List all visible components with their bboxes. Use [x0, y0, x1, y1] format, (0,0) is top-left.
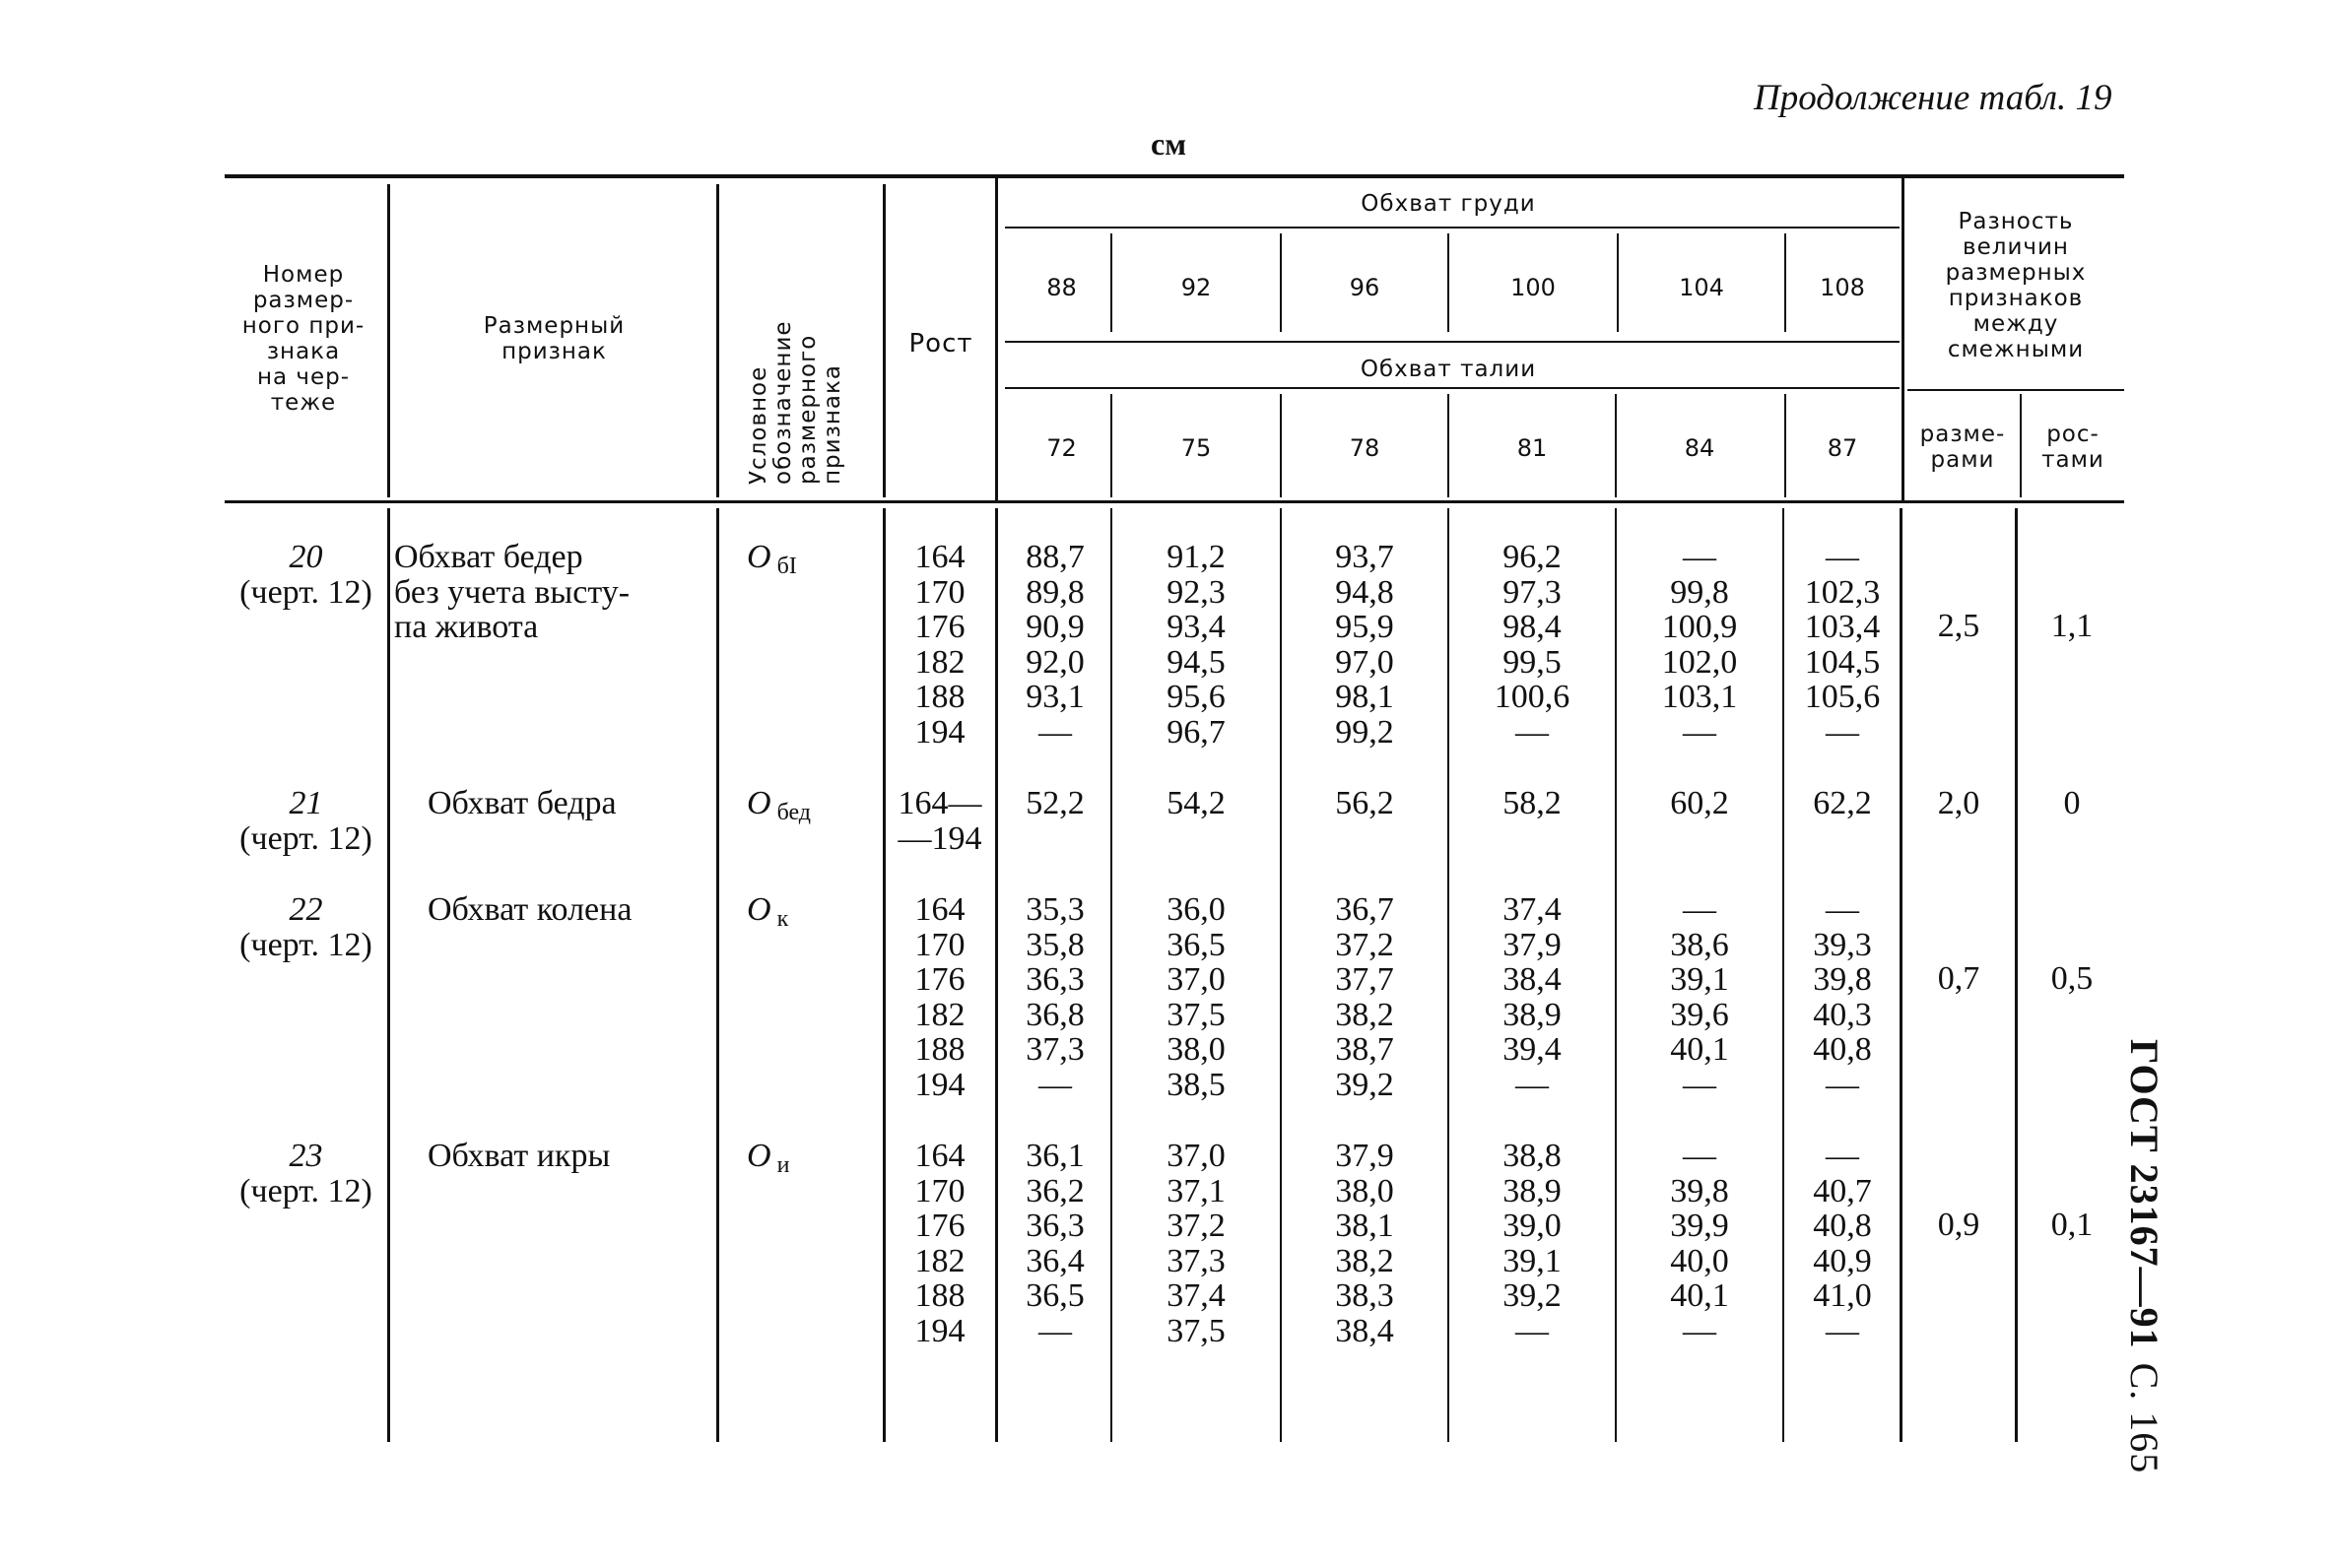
chest-value-2: 92	[1180, 274, 1212, 301]
header-number: Номер размер- ного при- знака на чер- теже	[241, 262, 366, 416]
row-feature: Обхват икры	[428, 1138, 611, 1174]
header-waist-group: Обхват талии	[1360, 357, 1537, 382]
chest-value-1: 88	[1046, 274, 1077, 301]
waist-value-3: 78	[1349, 434, 1380, 462]
waist-value-5: 84	[1684, 434, 1715, 462]
header-symbol: Условное обозначение размерного признака	[746, 320, 845, 485]
row-values: — 40,7 40,8 40,9 41,0 —	[1813, 1138, 1872, 1349]
row-feature: Обхват колена	[428, 891, 633, 928]
row-symbol: О $_и$	[747, 1138, 790, 1178]
row-diff-sizes: 0,9	[1937, 1207, 1980, 1243]
chest-value-3: 96	[1349, 274, 1380, 301]
row-diff-heights: 0,1	[2050, 1207, 2094, 1243]
waist-value-1: 72	[1046, 434, 1077, 462]
row-values: 62,2	[1813, 785, 1872, 821]
row-feature: Обхват бедра	[428, 785, 617, 821]
row-symbol: О $_{бед}$	[747, 785, 812, 825]
standard-code: ГОСТ 23167—91	[2122, 1039, 2167, 1349]
header-diff-heights: рос- тами	[2041, 422, 2104, 473]
chest-value-5: 104	[1679, 274, 1724, 301]
row-diff-heights: 0	[2063, 785, 2081, 821]
header-feature: Размерный признак	[483, 313, 626, 364]
row-diff-sizes: 0,7	[1937, 960, 1980, 997]
row-heights: 164 170 176 182 188 194	[914, 1138, 966, 1349]
continuation-caption: Продолжение табл. 19	[1754, 78, 2112, 118]
row-values: — 39,8 39,9 40,0 40,1 —	[1670, 1138, 1729, 1349]
row-heights: 164 170 176 182 188 194	[914, 539, 966, 751]
row-feature: Обхват бедер без учета высту- па живота	[394, 539, 631, 645]
row-values: 36,0 36,5 37,0 37,5 38,0 38,5	[1167, 891, 1226, 1103]
waist-value-4: 81	[1516, 434, 1548, 462]
row-values: 58,2	[1502, 785, 1562, 821]
row-values: 36,7 37,2 37,7 38,2 38,7 39,2	[1335, 891, 1394, 1103]
row-values: 96,2 97,3 98,4 99,5 100,6 —	[1494, 539, 1570, 751]
row-number: 21 (черт. 12)	[239, 785, 372, 857]
chest-value-4: 100	[1510, 274, 1556, 301]
header-chest-group: Обхват груди	[1361, 191, 1536, 217]
row-number: 23 (черт. 12)	[239, 1138, 372, 1209]
unit-label: см	[1151, 126, 1186, 162]
row-values: — 99,8 100,9 102,0 103,1 —	[1661, 539, 1738, 751]
header-diff-group: Разность величин размерных признаков между смежными	[1945, 209, 2087, 362]
chest-value-6: 108	[1820, 274, 1865, 301]
row-values: 37,9 38,0 38,1 38,2 38,3 38,4	[1335, 1138, 1394, 1349]
row-diff-heights: 0,5	[2050, 960, 2094, 997]
standard-side-label	[2121, 1039, 2168, 1474]
page-number: С. 165	[2122, 1362, 2167, 1474]
waist-value-2: 75	[1180, 434, 1212, 462]
row-values: 60,2	[1670, 785, 1729, 821]
row-values: 88,7 89,8 90,9 92,0 93,1 —	[1026, 539, 1085, 751]
row-values: 91,2 92,3 93,4 94,5 95,6 96,7	[1167, 539, 1226, 751]
row-values: — 102,3 103,4 104,5 105,6 —	[1804, 539, 1881, 751]
header-diff-sizes: разме- рами	[1919, 422, 2006, 473]
row-number: 22 (черт. 12)	[239, 891, 372, 963]
row-symbol: О $_к$	[747, 891, 789, 932]
row-values: 93,7 94,8 95,9 97,0 98,1 99,2	[1335, 539, 1394, 751]
row-heights: 164 170 176 182 188 194	[914, 891, 966, 1103]
row-symbol: О $_{бI}$	[747, 539, 797, 579]
row-values: 38,8 38,9 39,0 39,1 39,2 —	[1502, 1138, 1562, 1349]
row-values: 36,1 36,2 36,3 36,4 36,5 —	[1026, 1138, 1085, 1349]
row-values: 54,2	[1167, 785, 1226, 821]
row-diff-sizes: 2,0	[1937, 785, 1980, 821]
row-values: 56,2	[1335, 785, 1394, 821]
row-values: — 38,6 39,1 39,6 40,1 —	[1670, 891, 1729, 1103]
row-heights: 164— —194	[898, 785, 982, 857]
header-height: Рост	[908, 329, 973, 359]
row-number: 20 (черт. 12)	[239, 539, 372, 611]
row-values: 35,3 35,8 36,3 36,8 37,3 —	[1026, 891, 1085, 1103]
waist-value-6: 87	[1827, 434, 1858, 462]
row-values: 37,0 37,1 37,2 37,3 37,4 37,5	[1167, 1138, 1226, 1349]
row-values: 52,2	[1026, 785, 1085, 821]
row-values: 37,4 37,9 38,4 38,9 39,4 —	[1502, 891, 1562, 1103]
row-diff-sizes: 2,5	[1937, 608, 1980, 644]
row-diff-heights: 1,1	[2050, 608, 2094, 644]
row-values: — 39,3 39,8 40,3 40,8 —	[1813, 891, 1872, 1103]
